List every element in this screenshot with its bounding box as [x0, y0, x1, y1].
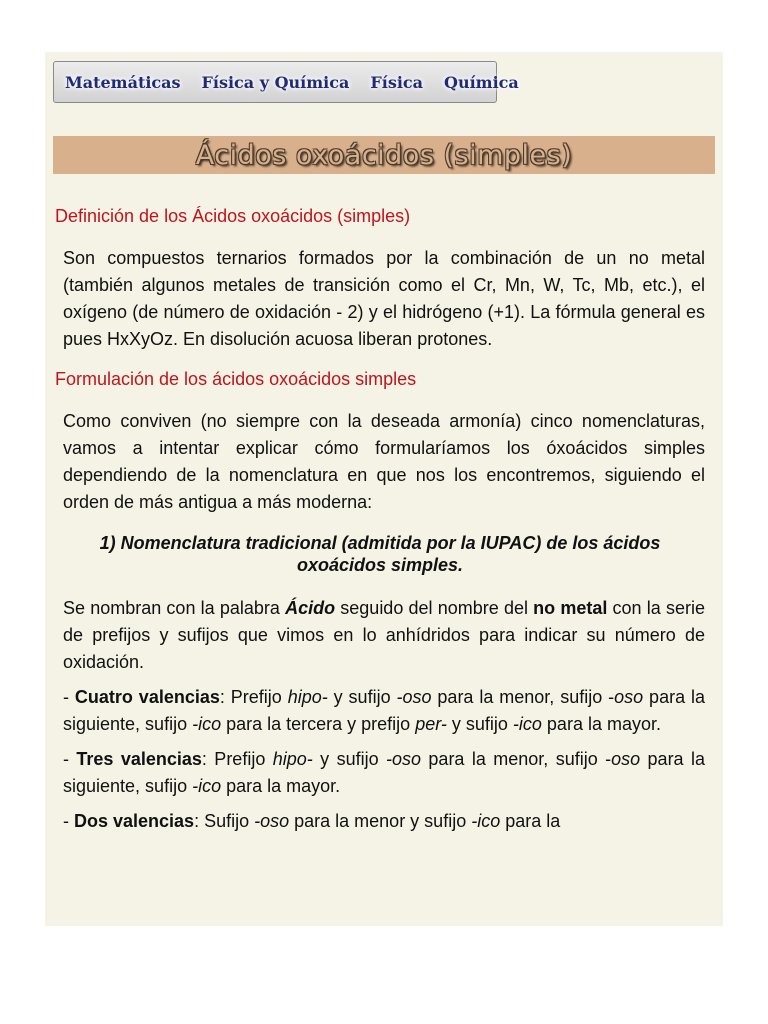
naming-paragraph: [55, 595, 705, 676]
nav-link-matematicas[interactable]: Matemáticas: [65, 72, 181, 92]
dash: -: [63, 687, 75, 707]
dash: -: [63, 811, 74, 831]
acido-word: Ácido: [285, 598, 336, 618]
top-navigation: [53, 61, 519, 103]
text-span: para la siguiente, sufijo: [63, 749, 705, 796]
two-valences-paragraph: [55, 808, 705, 835]
suffix-oso: oso: [614, 687, 644, 707]
text-span: para la tercera y prefijo: [221, 714, 416, 734]
definition-heading: Definición de los Ácidos oxoácidos (simples): [55, 206, 411, 226]
suffix-oso: -oso: [254, 811, 290, 831]
nav-link-quimica[interactable]: Química: [444, 72, 519, 92]
text-span: : Sufijo: [194, 811, 255, 831]
suffix-oso: oso: [611, 749, 641, 769]
page-title-banner: [53, 136, 715, 174]
prefix-per: per-: [415, 714, 447, 734]
dash: -: [63, 749, 77, 769]
formulation-paragraph: Como conviven (no siempre con la deseada armonía) cinco nomenclaturas, vamos a intentar explicar cómo formularíamos los óxoácidos simples dependiendo de la nomenclatura en que nos los encontremos, siguiendo el orden de más antigua a más moderna:: [63, 411, 705, 512]
prefix-hipo: hipo-: [272, 749, 313, 769]
nav-link-fisica-y-quimica[interactable]: Física y Química: [201, 72, 350, 92]
article-content: [55, 204, 705, 835]
definition-paragraph: Son compuestos ternarios formados por la combinación de un no metal (también algunos metales de transición como el Cr, Mn, W, Tc, Mb, etc.), el oxígeno (de número de oxidación - 2) y el hidrógeno (+1). La fórmula general es pues HxXyOz. En disolución acuosa liberan protones.: [63, 248, 705, 349]
four-valences-paragraph: [55, 684, 705, 738]
page-title: Ácidos oxoácidos (simples): [195, 139, 573, 171]
naming-text-1: Se nombran con la palabra: [63, 598, 286, 618]
three-valences-paragraph: [55, 746, 705, 800]
text-span: para la menor y sufijo: [289, 811, 472, 831]
text-span: para la mayor.: [221, 776, 341, 796]
text-span: para la menor, sufijo -: [421, 749, 612, 769]
naming-text-3: con la serie de prefijos y sufijos que vimos en lo anhídridos para indicar su número de oxidación.: [63, 598, 705, 672]
formulation-heading: Formulación de los ácidos oxoácidos simples: [55, 369, 417, 389]
naming-text-2: seguido del nombre del: [335, 598, 534, 618]
two-valences-label: Dos valencias: [74, 811, 195, 831]
no-metal-word: no metal: [533, 598, 608, 618]
four-valences-label: Cuatro valencias: [74, 687, 220, 707]
text-span: para la: [500, 811, 561, 831]
text-span: y sufijo: [312, 749, 386, 769]
nav-link-fisica[interactable]: Física: [370, 72, 424, 92]
text-span: para la menor, sufijo -: [431, 687, 615, 707]
text-span: : Prefijo: [219, 687, 288, 707]
three-valences-label: Tres valencias: [76, 749, 202, 769]
suffix-oso: -oso: [396, 687, 432, 707]
suffix-ico: -ico: [471, 811, 501, 831]
suffix-ico: -ico: [512, 714, 542, 734]
text-span: y sufijo: [327, 687, 397, 707]
traditional-nomenclature-heading: 1) Nomenclatura tradicional (admitida por la IUPAC) de los ácidos oxoácidos simples.: [99, 533, 661, 575]
text-span: para la siguiente, sufijo: [63, 687, 706, 734]
text-span: y sufijo: [446, 714, 513, 734]
text-span: : Prefijo: [201, 749, 273, 769]
suffix-oso: -oso: [386, 749, 422, 769]
text-span: para la mayor.: [541, 714, 661, 734]
page-sheet: [45, 52, 723, 926]
suffix-ico: -ico: [192, 776, 222, 796]
prefix-hipo: hipo-: [287, 687, 328, 707]
suffix-ico: -ico: [192, 714, 222, 734]
